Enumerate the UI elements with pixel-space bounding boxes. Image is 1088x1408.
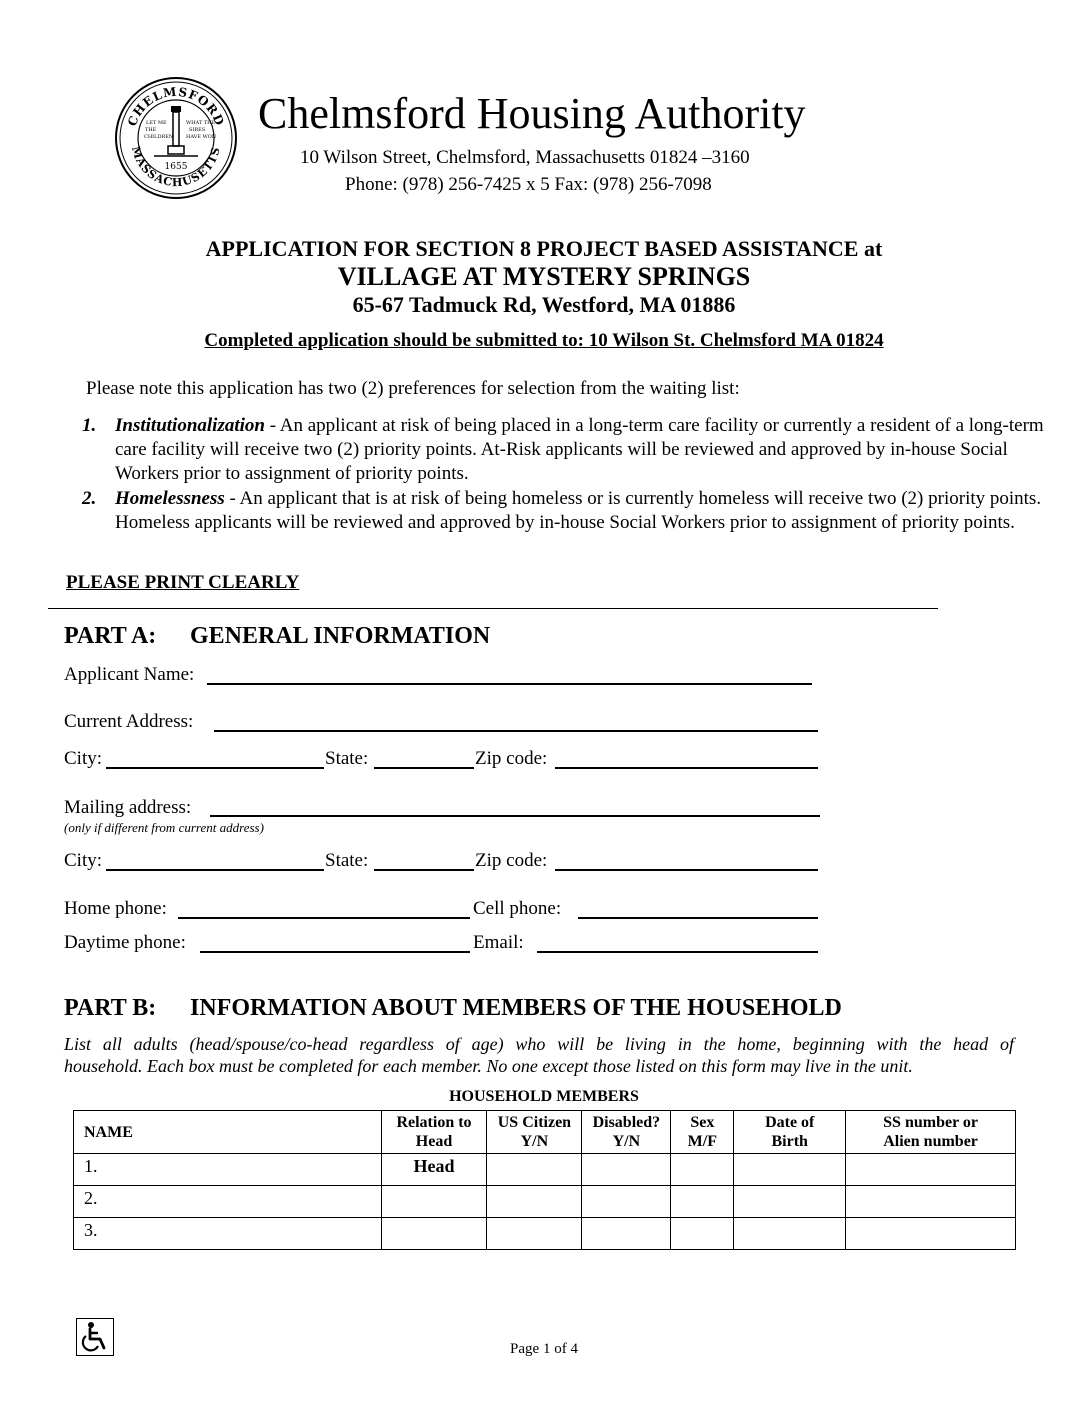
organization-address: 10 Wilson Street, Chelmsford, Massachusetts 01824 –3160 [300,147,750,168]
preference-term: Institutionalization [115,415,265,436]
part-a-heading [64,623,490,650]
member-dob-cell[interactable] [734,1218,846,1250]
household-instructions-line1: List all adults (head/spouse/co-head regardless of age) who will be living in the home, beginning with the head of [64,1034,1014,1054]
preference-term: Homelessness [115,488,225,509]
application-title: APPLICATION FOR SECTION 8 PROJECT BASED ASSISTANCE at [205,236,883,261]
part-a-label: PART A: [64,623,157,649]
part-b-heading [64,995,842,1022]
preference-text: - An applicant that is at risk of being homeless or is currently homeless will receive two (2) priority points. Homeless applicants will be reviewed and approved by in-house Social Workers prior to assignment of priority points. [115,488,1042,533]
member-citizen-cell[interactable] [487,1154,582,1186]
mailing-address-note: (only if different from current address) [64,820,264,835]
member-sex-cell[interactable] [671,1154,734,1186]
home-phone-label: Home phone: [64,898,167,919]
column-header-name: NAME [74,1111,382,1154]
member-name-cell[interactable]: 1. [74,1154,382,1186]
member-ss-cell[interactable] [846,1154,1016,1186]
svg-text:THE: THE [145,127,157,133]
column-header-disabled: Disabled? Y/N [582,1111,671,1154]
member-ss-cell[interactable] [846,1186,1016,1218]
member-dob-cell[interactable] [734,1154,846,1186]
mailing-address-label: Mailing address: [64,797,192,818]
current-address-label: Current Address: [64,711,194,732]
daytime-phone-field[interactable] [200,951,470,953]
member-disabled-cell[interactable] [582,1218,671,1250]
applicant-name-label: Applicant Name: [64,664,195,685]
city-field[interactable] [106,767,324,769]
preferences-intro: Please note this application has two (2) preferences for selection from the waiting list: [86,378,740,399]
member-citizen-cell[interactable] [487,1186,582,1218]
table-row [74,1218,1016,1250]
member-ss-cell[interactable] [846,1218,1016,1250]
organization-name: Chelmsford Housing Authority [258,89,806,138]
zip-field[interactable] [555,767,818,769]
svg-text:LET ME: LET ME [146,120,167,126]
member-sex-cell[interactable] [671,1186,734,1218]
submission-note: Completed application should be submitted to: 10 Wilson St. Chelmsford MA 01824 [204,330,884,351]
svg-text:WHAT THE: WHAT THE [186,120,216,126]
preference-number: 2. [82,488,97,509]
member-relation-cell[interactable] [381,1186,487,1218]
column-header-ss-number: SS number or Alien number [846,1111,1016,1154]
zip-label: Zip code: [475,748,548,769]
member-disabled-cell[interactable] [582,1154,671,1186]
member-relation-cell[interactable]: Head [381,1154,487,1186]
print-clearly-note: PLEASE PRINT CLEARLY [66,572,300,593]
svg-text:HAVE WON: HAVE WON [186,134,217,140]
column-header-sex: Sex M/F [671,1111,734,1154]
household-members-table [73,1110,1016,1250]
column-header-relation: Relation to Head [381,1111,487,1154]
city-label: City: [64,748,103,769]
chelmsford-seal-logo [114,76,238,200]
preference-number: 1. [82,415,97,436]
preference-item-homelessness [82,487,1047,535]
table-header-row [74,1111,1016,1154]
member-disabled-cell[interactable] [582,1186,671,1218]
cell-phone-label: Cell phone: [473,898,562,919]
daytime-phone-label: Daytime phone: [64,932,186,953]
table-row [74,1154,1016,1186]
part-a-title: GENERAL INFORMATION [190,623,491,649]
member-sex-cell[interactable] [671,1218,734,1250]
mailing-city-field[interactable] [106,869,324,871]
member-dob-cell[interactable] [734,1186,846,1218]
page-number: Page 1 of 4 [510,1341,578,1357]
applicant-name-field[interactable] [207,683,812,685]
member-name-cell[interactable]: 3. [74,1218,382,1250]
organization-contact: Phone: (978) 256-7425 x 5 Fax: (978) 256-7098 [345,174,712,195]
part-b-label: PART B: [64,995,157,1021]
household-table-caption: HOUSEHOLD MEMBERS [449,1088,639,1105]
mailing-zip-label: Zip code: [475,850,548,871]
mailing-state-field[interactable] [374,869,474,871]
email-field[interactable] [537,951,818,953]
email-label: Email: [473,932,524,953]
mailing-state-label: State: [325,850,369,871]
column-header-date-of-birth: Date of Birth [734,1111,846,1154]
mailing-city-label: City: [64,850,103,871]
svg-text:SIRES: SIRES [189,127,206,133]
state-field[interactable] [374,767,474,769]
preference-item-institutionalization [82,414,1047,486]
household-instructions-line2: household. Each box must be completed for each member. No one except those listed on this form may live in the unit. [64,1056,913,1076]
member-name-cell[interactable]: 2. [74,1186,382,1218]
svg-text:1655: 1655 [164,162,188,172]
section-divider [48,608,938,609]
state-label: State: [325,748,369,769]
svg-text:CHELMSFORD: CHELMSFORD [124,84,228,129]
property-name: VILLAGE AT MYSTERY SPRINGS [337,262,751,291]
preference-text: - An applicant at risk of being placed in a long-term care facility or currently a resident of a long-term care facility will receive two (2) priority points. At-Risk applicants will be reviewed and approved by in-house Social Workers prior to assignment of priority points. [115,415,1044,484]
cell-phone-field[interactable] [578,917,818,919]
svg-text:CHILDREN: CHILDREN [144,134,174,140]
svg-text:MASSACHUSETTS: MASSACHUSETTS [128,144,223,190]
table-row [74,1186,1016,1218]
mailing-address-field[interactable] [210,815,820,817]
mailing-zip-field[interactable] [555,869,818,871]
part-b-title: INFORMATION ABOUT MEMBERS OF THE HOUSEHOLD [190,995,842,1021]
home-phone-field[interactable] [178,917,470,919]
member-relation-cell[interactable] [381,1218,487,1250]
column-header-us-citizen: US Citizen Y/N [487,1111,582,1154]
member-citizen-cell[interactable] [487,1218,582,1250]
property-address: 65-67 Tadmuck Rd, Westford, MA 01886 [352,292,736,317]
current-address-field[interactable] [214,730,818,732]
